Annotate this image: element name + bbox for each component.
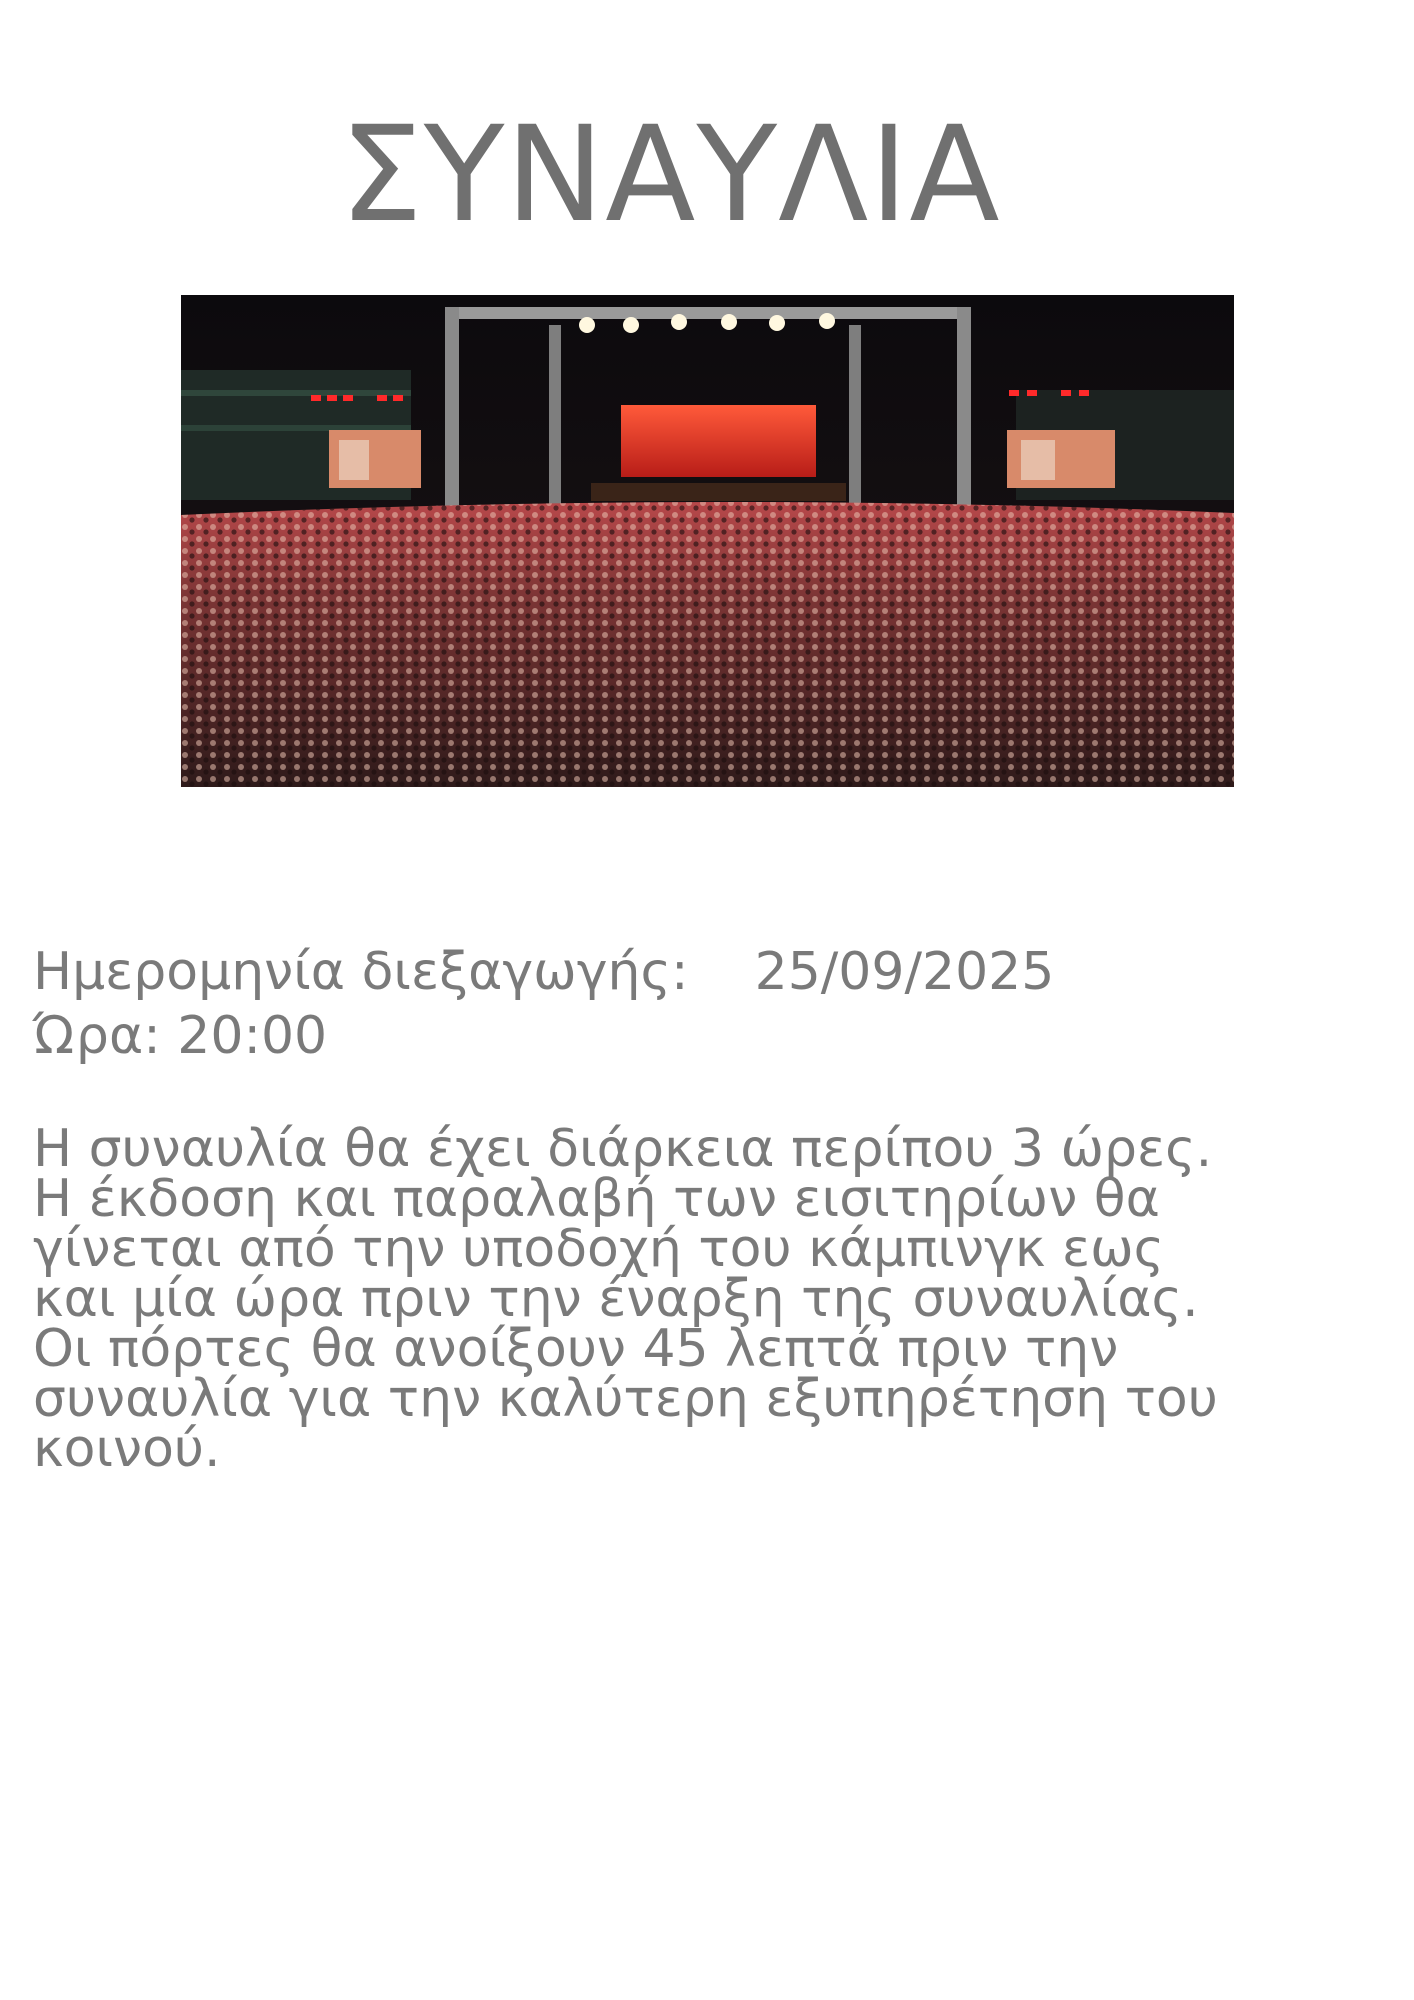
concert-photo (181, 295, 1234, 787)
date-line (33, 940, 1333, 1004)
date-label: Ημερομηνία διεξαγωγής: (33, 942, 689, 1002)
page-title: ΣΥΝΑΥΛΙΑ (339, 98, 1001, 252)
concert-stage-illustration (181, 295, 1234, 787)
time-value: 20:00 (177, 1006, 328, 1066)
event-description: Η συναυλία θα έχει διάρκεια περίπου 3 ώρες. Η έκδοση και παραλαβή των εισιτηρίων θα γίνεται από την υποδοχή του κάμπινγκ εως και μία ώρα πριν την έναρξη της συναυλίας. Οι πόρτες θα ανοίξουν 45 λεπτά πριν την συναυλία για την καλύτερη εξυπηρέτηση του κοινού. (33, 1119, 1218, 1479)
date-value: 25/09/2025 (754, 942, 1055, 1002)
time-line (33, 1004, 1333, 1068)
time-label: Ώρα: (33, 1006, 161, 1066)
event-details (33, 940, 1333, 1068)
